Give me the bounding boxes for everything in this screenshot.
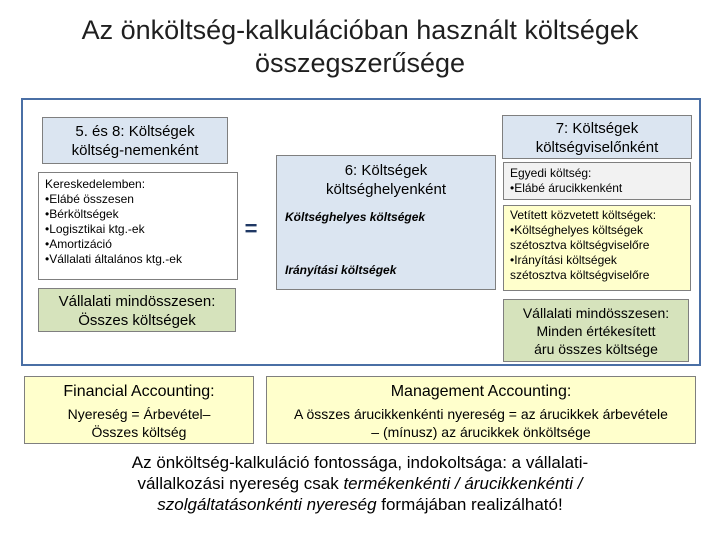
right-indirect-line: •Irányítási költségek [510, 253, 617, 267]
left-total-line-1: Vállalati mindösszesen: [58, 293, 216, 310]
title-line-1: Az önköltség-kalkulációban használt költségek [81, 15, 639, 45]
management-line-1: A összes árucikkenkénti nyereség = az árucikkek árbevétele [294, 406, 668, 422]
left-item: •Logisztikai ktg.-ek [45, 222, 145, 236]
left-header-line-1: 5. és 8: Költségek [75, 123, 195, 140]
left-total-box [38, 288, 236, 332]
left-item: •Vállalati általános ktg.-ek [45, 252, 182, 266]
equals-sign: = [244, 216, 258, 241]
right-indirect-line: szétosztva költségviselőre [510, 268, 650, 282]
conclusion-line-2 [40, 473, 680, 494]
conclusion-part-5: formájában realizálható! [376, 495, 563, 514]
right-header-line-1: 7: Költségek [555, 120, 639, 137]
right-total-box [503, 299, 689, 362]
right-total-line-3: áru összes költsége [534, 341, 658, 357]
left-item: •Elábé összesen [45, 192, 134, 206]
right-indirect-line: Vetített közvetett költségek: [510, 208, 657, 222]
financial-accounting-box [24, 376, 254, 444]
middle-header-line-1: 6: Költségek [344, 162, 428, 179]
conclusion-text [40, 452, 680, 515]
management-line-2: – (mínusz) az árucikkek önköltsége [371, 424, 591, 440]
left-item: •Bérköltségek [45, 207, 119, 221]
conclusion-line-3 [40, 494, 680, 515]
right-direct-cost-box [503, 162, 691, 200]
right-total-line-2: Minden értékesített [536, 323, 656, 339]
right-direct-line-2: •Elábé árucikkenként [510, 181, 623, 195]
right-total-line-1: Vállalati mindösszesen: [522, 305, 670, 321]
page-title [20, 14, 700, 80]
financial-line-2: Összes költség [91, 424, 187, 440]
right-header-box [502, 115, 692, 159]
management-accounting-box [266, 376, 696, 444]
management-title: Management Accounting: [390, 383, 572, 400]
left-header-box [42, 117, 228, 164]
title-line-2: összegszerűsége [254, 48, 466, 78]
right-direct-line-1: Egyedi költség: [510, 166, 592, 180]
left-header-line-2: költség-nemenként [71, 142, 199, 159]
middle-header-line-2: költséghelyenként [325, 181, 447, 198]
middle-box [276, 155, 496, 290]
right-indirect-line: szétosztva költségviselőre [510, 238, 650, 252]
conclusion-part-2: vállalkozási nyereség csak [137, 474, 344, 493]
right-indirect-cost-box [503, 205, 691, 291]
left-items-box [38, 172, 238, 280]
conclusion-line-1: Az önköltség-kalkuláció fontossága, indokoltsága: a vállalati- [131, 453, 589, 472]
right-indirect-line: •Költséghelyes költségek [510, 223, 643, 237]
financial-title: Financial Accounting: [63, 383, 215, 400]
middle-item-cost-center: Költséghelyes költségek [285, 210, 426, 224]
conclusion-part-3: termékenkénti / árucikkenkénti / [343, 474, 583, 493]
left-item: Kereskedelemben: [45, 177, 146, 191]
left-total-line-2: Összes költségek [78, 312, 196, 329]
conclusion-part-4: szolgáltatásonkénti nyereség [157, 495, 377, 514]
left-item: •Amortizáció [45, 237, 112, 251]
middle-item-management: Irányítási költségek [285, 263, 397, 277]
middle-header [277, 156, 495, 199]
financial-line-1: Nyereség = Árbevétel– [67, 406, 211, 422]
left-items-list [45, 177, 231, 267]
right-header-line-2: költségviselőnként [535, 139, 659, 156]
